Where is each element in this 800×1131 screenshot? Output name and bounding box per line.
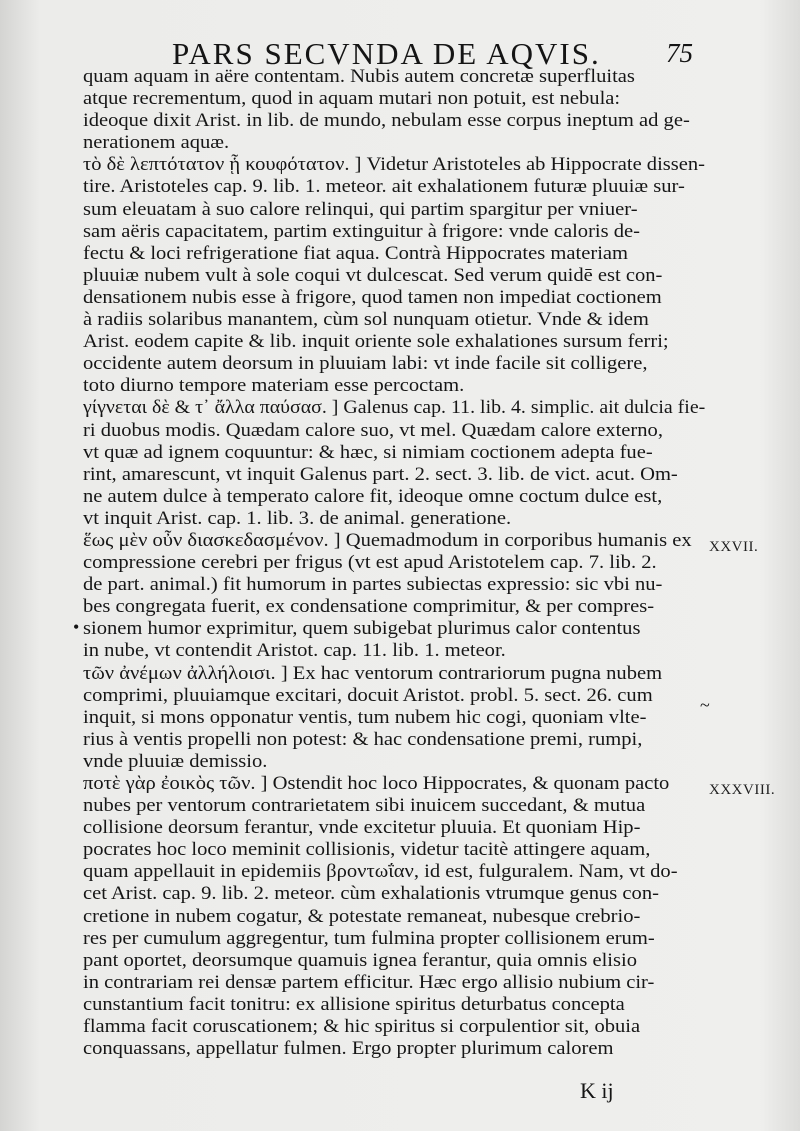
text-line: inquit, si mons opponatur ventis, tum nubem hic cogi, quoniam vlte- xyxy=(83,706,647,728)
text-line: pant oportet, deorsumque quamuis ignea ferantur, quia omnis elisio xyxy=(83,949,638,971)
text-line: ποτὲ γὰρ ἐοικὸς τῶν. ] Ostendit hoc loco Hippocrates, & quonam pacto xyxy=(83,773,670,794)
text-line: rius à ventis propelli non potest: & hac condensatione premi, rumpi, xyxy=(83,728,643,750)
text-line: nerationem aquæ. xyxy=(83,132,230,154)
text-line: in nube, vt contendit Aristot. cap. 11. lib. 1. meteor. xyxy=(83,640,506,662)
text-line: collisione deorsum ferantur, vnde excitetur pluuia. Et quoniam Hip- xyxy=(83,817,641,839)
text-line: cretione in nubem cogatur, & potestate remaneat, nubesque crebrio- xyxy=(83,905,641,927)
text-line: sionem humor exprimitur, quem subigebat plurimus calor contentus xyxy=(83,618,641,640)
margin-bullet-mark: • xyxy=(73,617,80,637)
margin-note-xxviii: XXXVIII. xyxy=(709,782,776,798)
margin-dash-mark: ~ xyxy=(700,695,710,715)
text-line: sum eleuatam à suo calore relinqui, qui partim spargitur per vniuer- xyxy=(83,198,638,220)
text-line: pluuiæ nubem vult à sole coqui vt dulcescat. Sed verum quidē est con- xyxy=(83,264,663,286)
text-line: quam appellauit in epidemiis βροντωΐαν, id est, fulguralem. Nam, vt do- xyxy=(83,861,678,883)
margin-note-xxvii: XXVII. xyxy=(709,539,759,555)
body-text xyxy=(83,66,705,1060)
text-line: de part. animal.) fit humorum in partes subiectas expressio: sic vbi nu- xyxy=(83,574,663,596)
text-line: toto diurno tempore materiam esse percoctam. xyxy=(83,375,465,397)
text-line: pocrates hoc loco meminit collisionis, videtur tacitè attingere aquam, xyxy=(83,839,651,861)
text-line: bes congregata fuerit, ex condensatione comprimitur, & per compres- xyxy=(83,596,655,618)
running-title: PARS SECVNDA DE AQVIS. xyxy=(172,36,601,71)
text-line: fectu & loci refrigeratione fiat aqua. Contrà Hippocrates materiam xyxy=(83,242,629,264)
signature-mark: K ij xyxy=(580,1078,614,1103)
text-line: à radiis solaribus manantem, cùm sol nunquam otietur. Vnde & idem xyxy=(83,309,649,331)
text-line: atque recrementum, quod in aquam mutari non potuit, est nebula: xyxy=(83,88,621,110)
text-line: vt inquit Arist. cap. 1. lib. 3. de animal. generatione. xyxy=(83,507,512,529)
text-line: vt quæ ad ignem coquuntur: & hæc, si nimiam coctionem adepta fue- xyxy=(83,441,653,463)
text-line: ἕως μὲν οὖν διασκεδασμένον. ] Quemadmodum in corporibus humanis ex xyxy=(83,529,692,551)
text-line: γίγνεται δὲ & τ᾽ ἄλλα παύσασ. ] Galenus cap. 11. lib. 4. simplic. ait dulcia fie- xyxy=(83,397,706,419)
page-number: 75 xyxy=(666,38,693,68)
text-line: rint, amarescunt, vt inquit Galenus part. 2. sect. 3. lib. de vict. acut. Om- xyxy=(83,463,678,485)
text-line: ideoque dixit Arist. in lib. de mundo, nebulam esse corpus ineptum ad ge- xyxy=(83,110,690,132)
text-line: cunstantium facit tonitru: ex allisione spiritus deturbatus concepta xyxy=(83,993,625,1015)
text-line: Arist. eodem capite & lib. inquit oriente sole exhalationes sursum ferri; xyxy=(83,331,669,353)
text-line: sam aëris capacitatem, partim extinguitur à frigore: vnde caloris de- xyxy=(83,220,641,242)
text-line: in contrariam rei densæ partem efficitur. Hæc ergo allisio nubium cir- xyxy=(83,971,655,993)
text-line: tire. Aristoteles cap. 9. lib. 1. meteor. ait exhalationem futuræ pluuiæ sur- xyxy=(83,176,685,198)
text-line: τῶν ἀνέμων ἀλλήλοισι. ] Ex hac ventorum contrariorum pugna nubem xyxy=(83,662,663,684)
text-line: flamma facit coruscationem; & hic spiritus si corpulentior sit, obuia xyxy=(83,1016,641,1038)
text-line: quam aquam in aëre contentam. Nubis autem concretæ superfluitas xyxy=(83,66,635,87)
text-line: ri duobus modis. Quædam calore suo, vt mel. Quædam calore externo, xyxy=(83,419,663,441)
text-line: vnde pluuiæ demissio. xyxy=(83,750,268,772)
text-line: comprimi, pluuiamque excitari, docuit Aristot. probl. 5. sect. 26. cum xyxy=(83,684,653,706)
text-line: occidente autem deorsum in pluuiam labi: vt inde facile sit colligere, xyxy=(83,353,648,375)
text-line: cet Arist. cap. 9. lib. 2. meteor. cùm exhalationis vtrumque genus con- xyxy=(83,883,659,905)
text-line: conquassans, appellatur fulmen. Ergo propter plurimum calorem xyxy=(83,1038,614,1060)
text-line: ne autem dulce à temperato calore fit, ideoque omne coctum dulce est, xyxy=(83,485,663,507)
text-line: nubes per ventorum contrarietatem sibi inuicem succedant, & mutua xyxy=(83,795,646,817)
text-line: τὸ δὲ λεπτότατον ᾗ κουφότατον. ] Videtur Aristoteles ab Hippocrate dissen- xyxy=(83,154,705,176)
text-line: compressione cerebri per frigus (vt est apud Aristotelem cap. 7. lib. 2. xyxy=(83,552,657,574)
text-line: densationem nubis esse à frigore, quod tamen non impediat coctionem xyxy=(83,286,662,308)
text-line: res per cumulum aggregentur, tum fulmina propter collisionem erum- xyxy=(83,927,655,949)
